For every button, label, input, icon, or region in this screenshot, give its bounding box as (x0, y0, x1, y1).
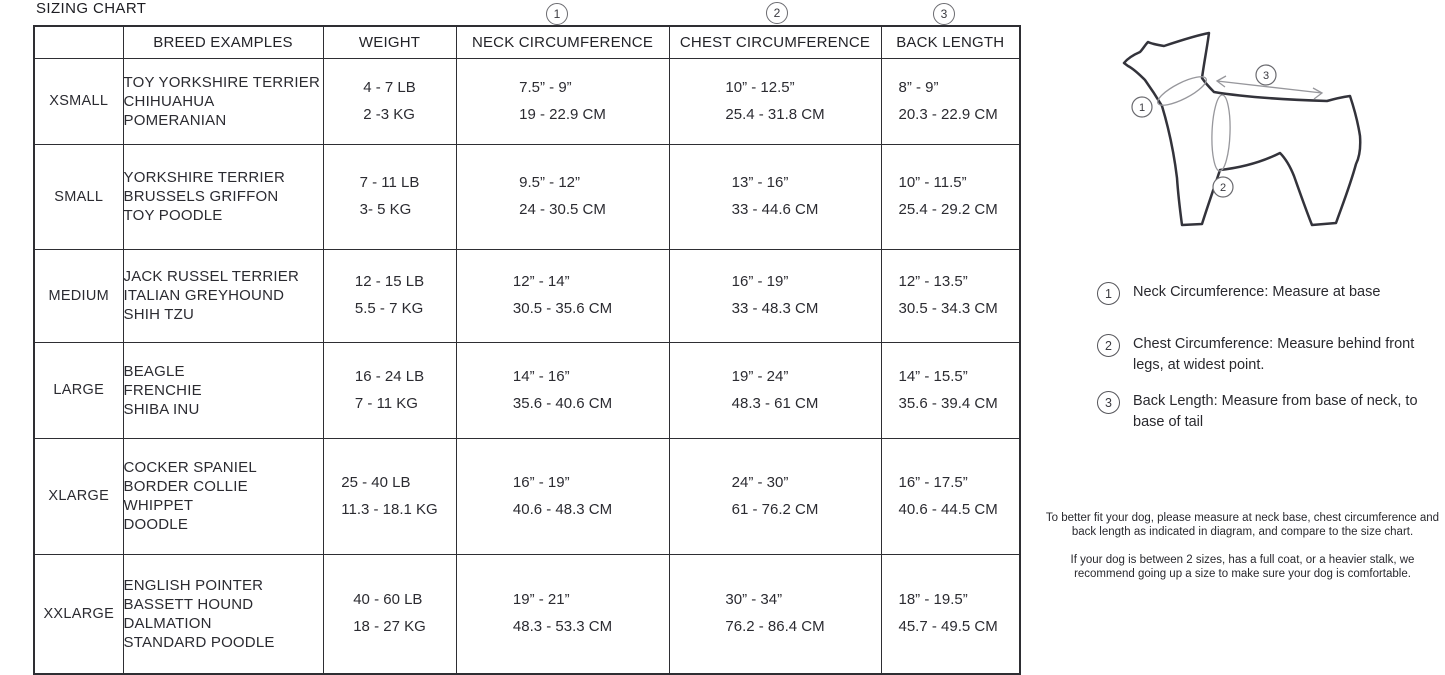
breed-line: TOY YORKSHIRE TERRIER (123, 73, 320, 91)
neck-cm: 40.6 - 48.3 CM (512, 500, 613, 518)
legend-marker-3-number: 3 (1105, 395, 1112, 410)
breed-line: FRENCHIE (123, 381, 202, 399)
weight-cell (323, 144, 456, 249)
breed-line: ENGLISH POINTER (123, 576, 264, 594)
breed-examples-cell (123, 249, 323, 342)
legend-marker-1-badge (1097, 282, 1120, 305)
table-row-medium (34, 249, 1020, 342)
weight-lb: 4 - 7 LB (363, 78, 416, 96)
breed-line: POMERANIAN (123, 111, 227, 129)
table-row-large (34, 342, 1020, 438)
chest-cm: 48.3 - 61 CM (731, 394, 819, 412)
fit-notes (1040, 511, 1445, 581)
column-marker-2-badge (766, 2, 788, 24)
neck-cm: 48.3 - 53.3 CM (512, 618, 613, 636)
breed-line: CHIHUAHUA (123, 92, 215, 110)
neck-in: 14” - 16” (512, 367, 570, 385)
chest-in: 24” - 30” (731, 473, 789, 491)
breed-line: BASSETT HOUND (123, 595, 254, 613)
weight-kg: 3- 5 KG (359, 201, 412, 218)
dog-outline-icon (1124, 33, 1360, 225)
table-header-row (34, 26, 1020, 58)
header-breed-examples: BREED EXAMPLES (123, 26, 323, 58)
fit-note-measure: To better fit your dog, please measure at neck base, chest circumference and back length as indicated in diagram, and compare to the size chart. (1045, 512, 1440, 538)
chest-cm: 61 - 76.2 CM (731, 500, 819, 518)
back-in: 12” - 13.5” (898, 273, 968, 290)
size-label: SMALL (34, 144, 123, 249)
diagram-marker-1-number: 1 (1138, 102, 1146, 114)
breed-line: BEAGLE (123, 362, 185, 380)
size-label: XXLARGE (34, 554, 123, 674)
breed-line: JACK RUSSEL TERRIER (123, 268, 300, 285)
back-cell (881, 58, 1020, 144)
header-weight: WEIGHT (323, 26, 456, 58)
back-cm: 30.5 - 34.3 CM (898, 300, 998, 317)
breed-line: SHIBA INU (123, 400, 200, 418)
legend-marker-2-badge (1097, 334, 1120, 357)
diagram-marker-3-number: 3 (1262, 70, 1270, 82)
neck-cell (456, 342, 669, 438)
header-neck-circumference: NECK CIRCUMFERENCE (456, 26, 669, 58)
neck-in: 7.5” - 9” (519, 78, 572, 96)
legend-item-chest (1097, 334, 1433, 376)
back-cm: 40.6 - 44.5 CM (898, 500, 998, 518)
back-cm: 45.7 - 49.5 CM (898, 618, 998, 636)
chest-cell (669, 144, 881, 249)
weight-cell (323, 249, 456, 342)
legend-item-neck (1097, 282, 1433, 305)
chest-cell (669, 342, 881, 438)
weight-lb: 40 - 60 LB (353, 591, 423, 609)
breed-examples-cell (123, 144, 323, 249)
chest-in: 10” - 12.5” (725, 78, 795, 96)
back-cm: 35.6 - 39.4 CM (898, 394, 998, 412)
size-label: XSMALL (34, 58, 123, 144)
weight-kg: 2 -3 KG (363, 105, 415, 123)
breed-examples-cell (123, 342, 323, 438)
neck-cell (456, 249, 669, 342)
legend-item-back (1097, 391, 1433, 433)
header-back-length: BACK LENGTH (881, 26, 1020, 58)
chest-cm: 25.4 - 31.8 CM (725, 105, 825, 123)
chest-cm: 33 - 44.6 CM (731, 201, 819, 218)
breed-line: WHIPPET (123, 497, 194, 514)
neck-cm: 30.5 - 35.6 CM (512, 300, 613, 317)
breed-line: YORKSHIRE TERRIER (123, 169, 285, 186)
breed-line: TOY POODLE (123, 207, 223, 224)
legend-marker-3-badge (1097, 391, 1120, 414)
breed-examples-cell (123, 58, 323, 144)
chest-in: 30” - 34” (725, 591, 783, 609)
chest-cell (669, 249, 881, 342)
column-marker-3-number: 3 (940, 7, 948, 21)
breed-line: STANDARD POODLE (123, 633, 275, 651)
page-title: SIZING CHART (36, 0, 147, 17)
weight-kg: 11.3 - 18.1 KG (341, 500, 438, 518)
back-cm: 20.3 - 22.9 CM (898, 105, 998, 123)
back-cell (881, 342, 1020, 438)
neck-cm: 24 - 30.5 CM (519, 201, 606, 218)
weight-kg: 5.5 - 7 KG (354, 300, 424, 317)
diagram-marker-2-number: 2 (1219, 182, 1227, 194)
arrowhead-right-icon (1313, 88, 1322, 99)
column-marker-1-badge (546, 3, 568, 25)
breed-line: BORDER COLLIE (123, 478, 248, 495)
neck-cm: 19 - 22.9 CM (519, 105, 606, 123)
header-chest-circumference: CHEST CIRCUMFERENCE (669, 26, 881, 58)
back-in: 16” - 17.5” (898, 473, 968, 491)
table-row-xlarge (34, 438, 1020, 554)
weight-kg: 7 - 11 KG (354, 394, 418, 412)
size-label: XLARGE (34, 438, 123, 554)
chest-cell (669, 554, 881, 674)
back-cell (881, 144, 1020, 249)
column-marker-2-number: 2 (773, 6, 781, 20)
table-row-small (34, 144, 1020, 249)
legend-text-back: Back Length: Measure from base of neck, to base of tail (1133, 393, 1418, 430)
chest-cell (669, 58, 881, 144)
weight-kg: 18 - 27 KG (353, 618, 426, 636)
neck-in: 16” - 19” (512, 473, 570, 491)
back-cm: 25.4 - 29.2 CM (898, 201, 998, 218)
neck-in: 12” - 14” (512, 273, 570, 290)
chest-in: 16” - 19” (731, 273, 789, 290)
breed-line: DOODLE (123, 516, 189, 533)
size-label: MEDIUM (34, 249, 123, 342)
back-cell (881, 438, 1020, 554)
legend-text-neck: Neck Circumference: Measure at base (1133, 284, 1381, 300)
chest-cm: 33 - 48.3 CM (731, 300, 819, 317)
breed-examples-cell (123, 438, 323, 554)
legend-marker-1-number: 1 (1105, 286, 1112, 301)
sizing-table (33, 25, 1021, 675)
weight-cell (323, 58, 456, 144)
neck-cell (456, 58, 669, 144)
chest-measure-ellipse (1211, 95, 1232, 172)
breed-line: DALMATION (123, 614, 212, 632)
fit-note-between-sizes: If your dog is between 2 sizes, has a full coat, or a heavier stalk, we recommend going up a size to make sure your dog is comfortable. (1070, 554, 1415, 580)
weight-cell (323, 342, 456, 438)
neck-in: 9.5” - 12” (519, 174, 580, 191)
weight-lb: 16 - 24 LB (354, 367, 425, 385)
chest-in: 19” - 24” (731, 367, 789, 385)
column-marker-3-badge (933, 3, 955, 25)
size-label: LARGE (34, 342, 123, 438)
back-in: 8” - 9” (898, 78, 939, 96)
back-in: 18” - 19.5” (898, 591, 968, 609)
weight-lb: 12 - 15 LB (354, 273, 425, 290)
dog-measurement-diagram (1080, 18, 1445, 268)
legend-text-chest: Chest Circumference: Measure behind front legs, at widest point. (1133, 336, 1415, 373)
neck-cell (456, 144, 669, 249)
breed-line: ITALIAN GREYHOUND (123, 287, 285, 304)
neck-cm: 35.6 - 40.6 CM (512, 394, 613, 412)
back-in: 10” - 11.5” (898, 174, 967, 191)
weight-cell (323, 554, 456, 674)
neck-in: 19” - 21” (512, 591, 570, 609)
breed-line: COCKER SPANIEL (123, 459, 257, 476)
breed-line: BRUSSELS GRIFFON (123, 188, 279, 205)
chest-cell (669, 438, 881, 554)
weight-lb: 7 - 11 LB (359, 174, 420, 191)
column-marker-1-number: 1 (553, 7, 561, 21)
back-cell (881, 249, 1020, 342)
header-size (34, 26, 123, 58)
breed-examples-cell (123, 554, 323, 674)
back-cell (881, 554, 1020, 674)
weight-cell (323, 438, 456, 554)
legend-marker-2-number: 2 (1105, 338, 1112, 353)
neck-cell (456, 554, 669, 674)
chest-in: 13” - 16” (731, 174, 789, 191)
table-row-xsmall (34, 58, 1020, 144)
chest-cm: 76.2 - 86.4 CM (725, 618, 825, 636)
neck-cell (456, 438, 669, 554)
breed-line: SHIH TZU (123, 306, 194, 323)
table-row-xxlarge (34, 554, 1020, 674)
back-in: 14” - 15.5” (898, 367, 968, 385)
weight-lb: 25 - 40 LB (341, 473, 411, 491)
